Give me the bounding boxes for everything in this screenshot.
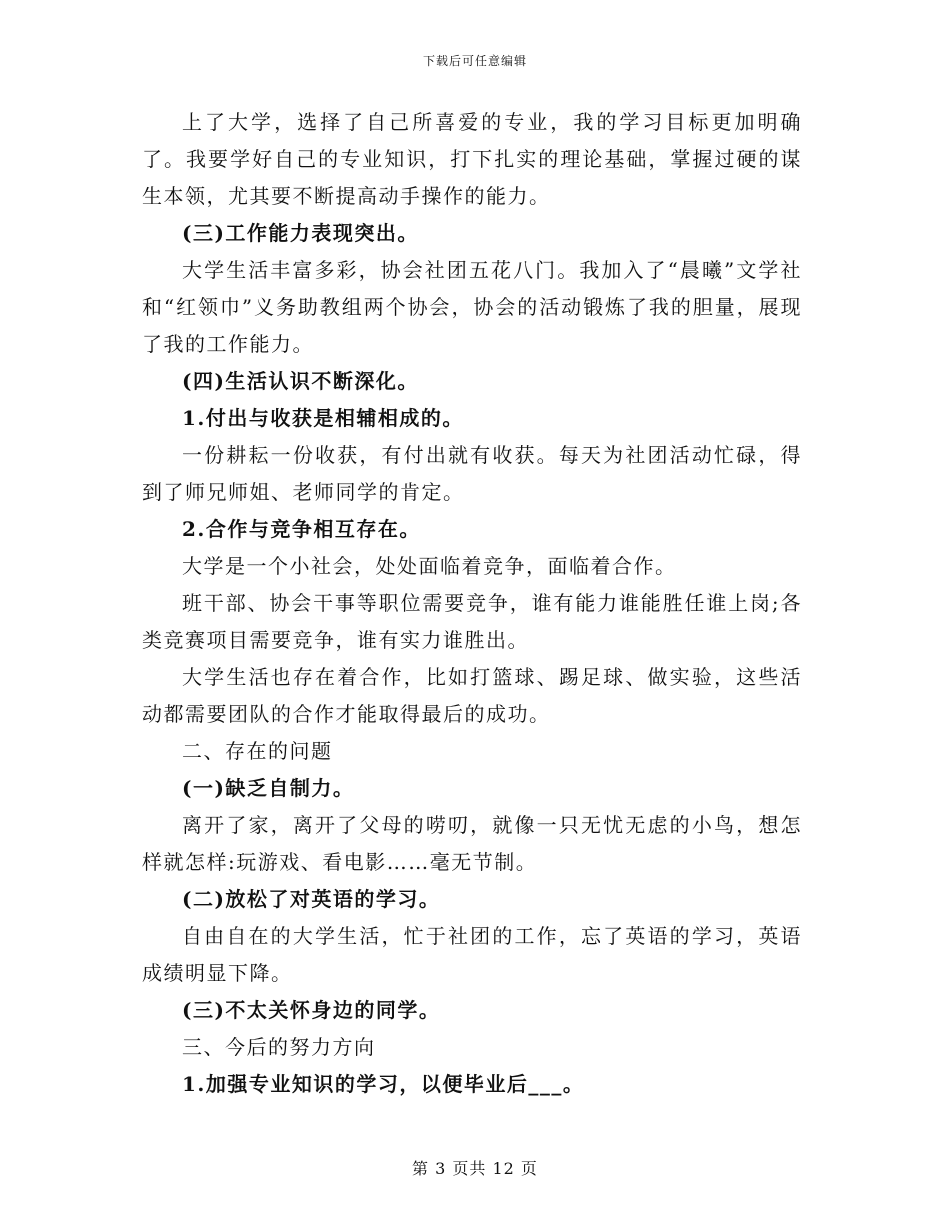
- paragraph-small-society: 大学是一个小社会，处处面临着竞争，面临着合作。: [182, 554, 677, 578]
- heading-strengthen-study: 1.加强专业知识的学习，以便毕业后___。: [182, 1072, 585, 1096]
- heading-problems: 二、存在的问题: [182, 739, 333, 763]
- heading-english: (二)放松了对英语的学习。: [182, 887, 441, 911]
- page-header: 下载后可任意编辑: [422, 54, 527, 68]
- paragraph-competition: 班干部、协会干事等职位需要竞争，谁有能力谁能胜任谁上岗;各类竞赛项目需要竞争，谁有实力谁胜出。: [142, 591, 802, 652]
- heading-future-direction: 三、今后的努力方向: [182, 1035, 376, 1059]
- paragraph-clubs: 大学生活丰富多彩，协会社团五花八门。我加入了“晨曦”文学社和“红领巾”义务助教组两个协会，协会的活动锻炼了我的胆量，展现了我的工作能力。: [142, 258, 802, 356]
- paragraph-effort-reward: 一份耕耘一份收获，有付出就有收获。每天为社团活动忙碌，得到了师兄师姐、老师同学的肯定。: [142, 443, 802, 504]
- paragraph-study-goal: 上了大学，选择了自己所喜爱的专业，我的学习目标更加明确了。我要学好自己的专业知识，打下扎实的理论基础，掌握过硬的谋生本领，尤其要不断提高动手操作的能力。: [142, 110, 802, 208]
- page-footer: 第 3 页共 12 页: [412, 1159, 538, 1178]
- heading-classmates: (三)不太关怀身边的同学。: [182, 998, 441, 1022]
- paragraph-cooperation: 大学生活也存在着合作，比如打篮球、踢足球、做实验，这些活动都需要团队的合作才能取得最后的成功。: [142, 665, 802, 726]
- heading-self-control: (一)缺乏自制力。: [182, 776, 355, 800]
- paragraph-self-control: 离开了家，离开了父母的唠叨，就像一只无忧无虑的小鸟，想怎样就怎样:玩游戏、看电影……毫无节制。: [142, 813, 802, 874]
- heading-effort-reward: 1.付出与收获是相辅相成的。: [182, 406, 464, 430]
- heading-life-understanding: (四)生活认识不断深化。: [182, 369, 419, 393]
- heading-work-ability: (三)工作能力表现突出。: [182, 221, 419, 245]
- heading-cooperation-competition: 2.合作与竞争相互存在。: [182, 517, 421, 541]
- paragraph-english: 自由自在的大学生活，忙于社团的工作，忘了英语的学习，英语成绩明显下降。: [142, 924, 802, 985]
- document-body: [142, 104, 802, 1103]
